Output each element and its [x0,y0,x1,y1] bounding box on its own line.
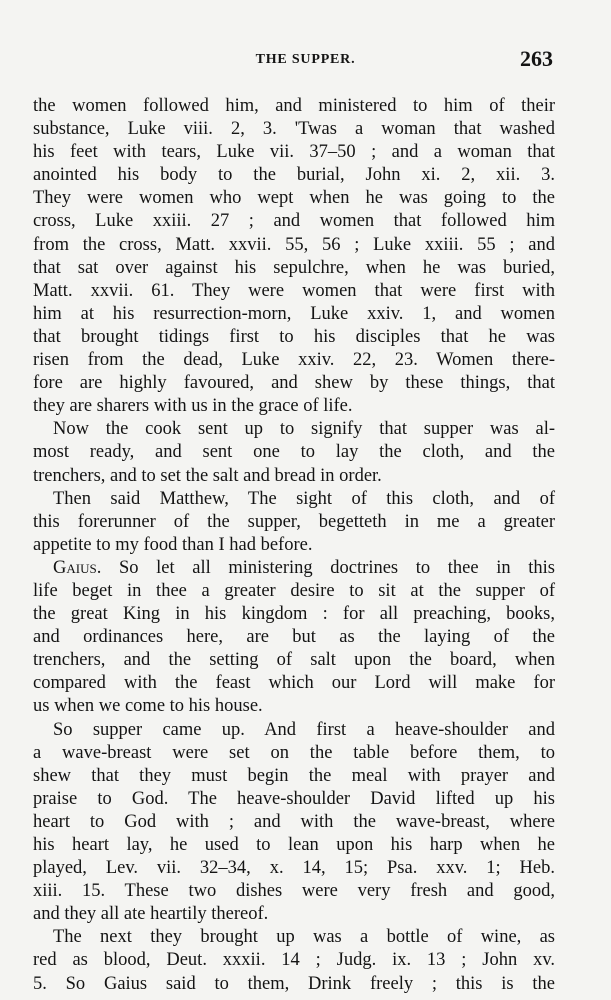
text-line: played, Lev. vii. 32–34, x. 14, 15; Psa. xxv. 1; Heb. [33,858,555,879]
running-head: THE SUPPER. [255,52,356,67]
text-line: us when we come to his house. [33,696,263,717]
text-line: Then said Matthew, The sight of this cloth, and of [53,488,555,509]
text-line: him at his resurrection-morn, Luke xxiv. 1, and women [33,303,555,324]
text-line: substance, Luke viii. 2, 3. 'Twas a woman that washed [33,119,555,140]
text-line: and ordinances here, are but as the laying of the [33,627,555,648]
page-header [0,46,611,76]
text-line: his feet with tears, Luke vii. 37–50 ; and a woman that [33,142,555,163]
text-line: Matt. xxvii. 61. They were women that were first with [33,280,555,301]
text-line: The next they brought up was a bottle of wine, as [53,927,555,948]
text-line: xiii. 15. These two dishes were very fresh and good, [33,881,555,902]
text-line: anointed his body to the burial, John xi. 2, xii. 3. [33,165,555,186]
text-line-content: So let all ministering doctrines to thee in this [118,557,555,578]
page-number: 263 [520,46,553,71]
text-line: They were women who wept when he was going to the [33,188,555,209]
text-line: 5. So Gaius said to them, Drink freely ; this is the [33,973,555,994]
speaker-name: Gaius. [53,557,102,578]
text-line: from the cross, Matt. xxvii. 55, 56 ; Luke xxiii. 55 ; and [33,234,555,255]
text-line: risen from the dead, Luke xxiv. 22, 23. Women there- [33,350,555,371]
text-line: red as blood, Deut. xxxii. 14 ; Judg. ix. 13 ; John xv. [33,950,555,971]
text-line: that sat over against his sepulchre, when he was buried, [33,257,555,278]
text-line: praise to God. The heave-shoulder David lifted up his [33,788,555,809]
text-line: the great King in his kingdom : for all preaching, books, [33,604,555,625]
text-line: shew that they must begin the meal with prayer and [33,765,555,786]
text-line: a wave-breast were set on the table before them, to [33,742,555,763]
text-line: trenchers, and the setting of salt upon the board, when [33,650,555,671]
text-line: most ready, and sent one to lay the cloth, and the [33,442,555,463]
text-line: that brought tidings first to his disciples that he was [33,326,555,347]
text-line: this forerunner of the supper, begetteth in me a greater [33,511,555,532]
text-line: cross, Luke xxiii. 27 ; and women that followed him [33,211,555,232]
text-line: fore are highly favoured, and shew by these things, that [33,373,555,394]
text-line [33,557,555,580]
text-line: life beget in thee a greater desire to sit at the supper of [33,580,555,601]
text-line: trenchers, and to set the salt and bread in order. [33,465,382,486]
text-line: compared with the feast which our Lord will make for [33,673,555,694]
text-line: and they all ate heartily thereof. [33,904,269,925]
text-line: they are sharers with us in the grace of life. [33,396,353,417]
text-line: Now the cook sent up to signify that supper was al- [53,419,555,440]
text-line: So supper came up. And first a heave-shoulder and [53,719,555,740]
text-line: the women followed him, and ministered to him of their [33,96,555,116]
text-line: appetite to my food than I had before. [33,534,313,555]
text-line: heart to God with ; and with the wave-breast, where [33,811,555,832]
body-text [33,95,555,996]
text-line: his heart lay, he used to lean upon his harp when he [33,835,555,855]
